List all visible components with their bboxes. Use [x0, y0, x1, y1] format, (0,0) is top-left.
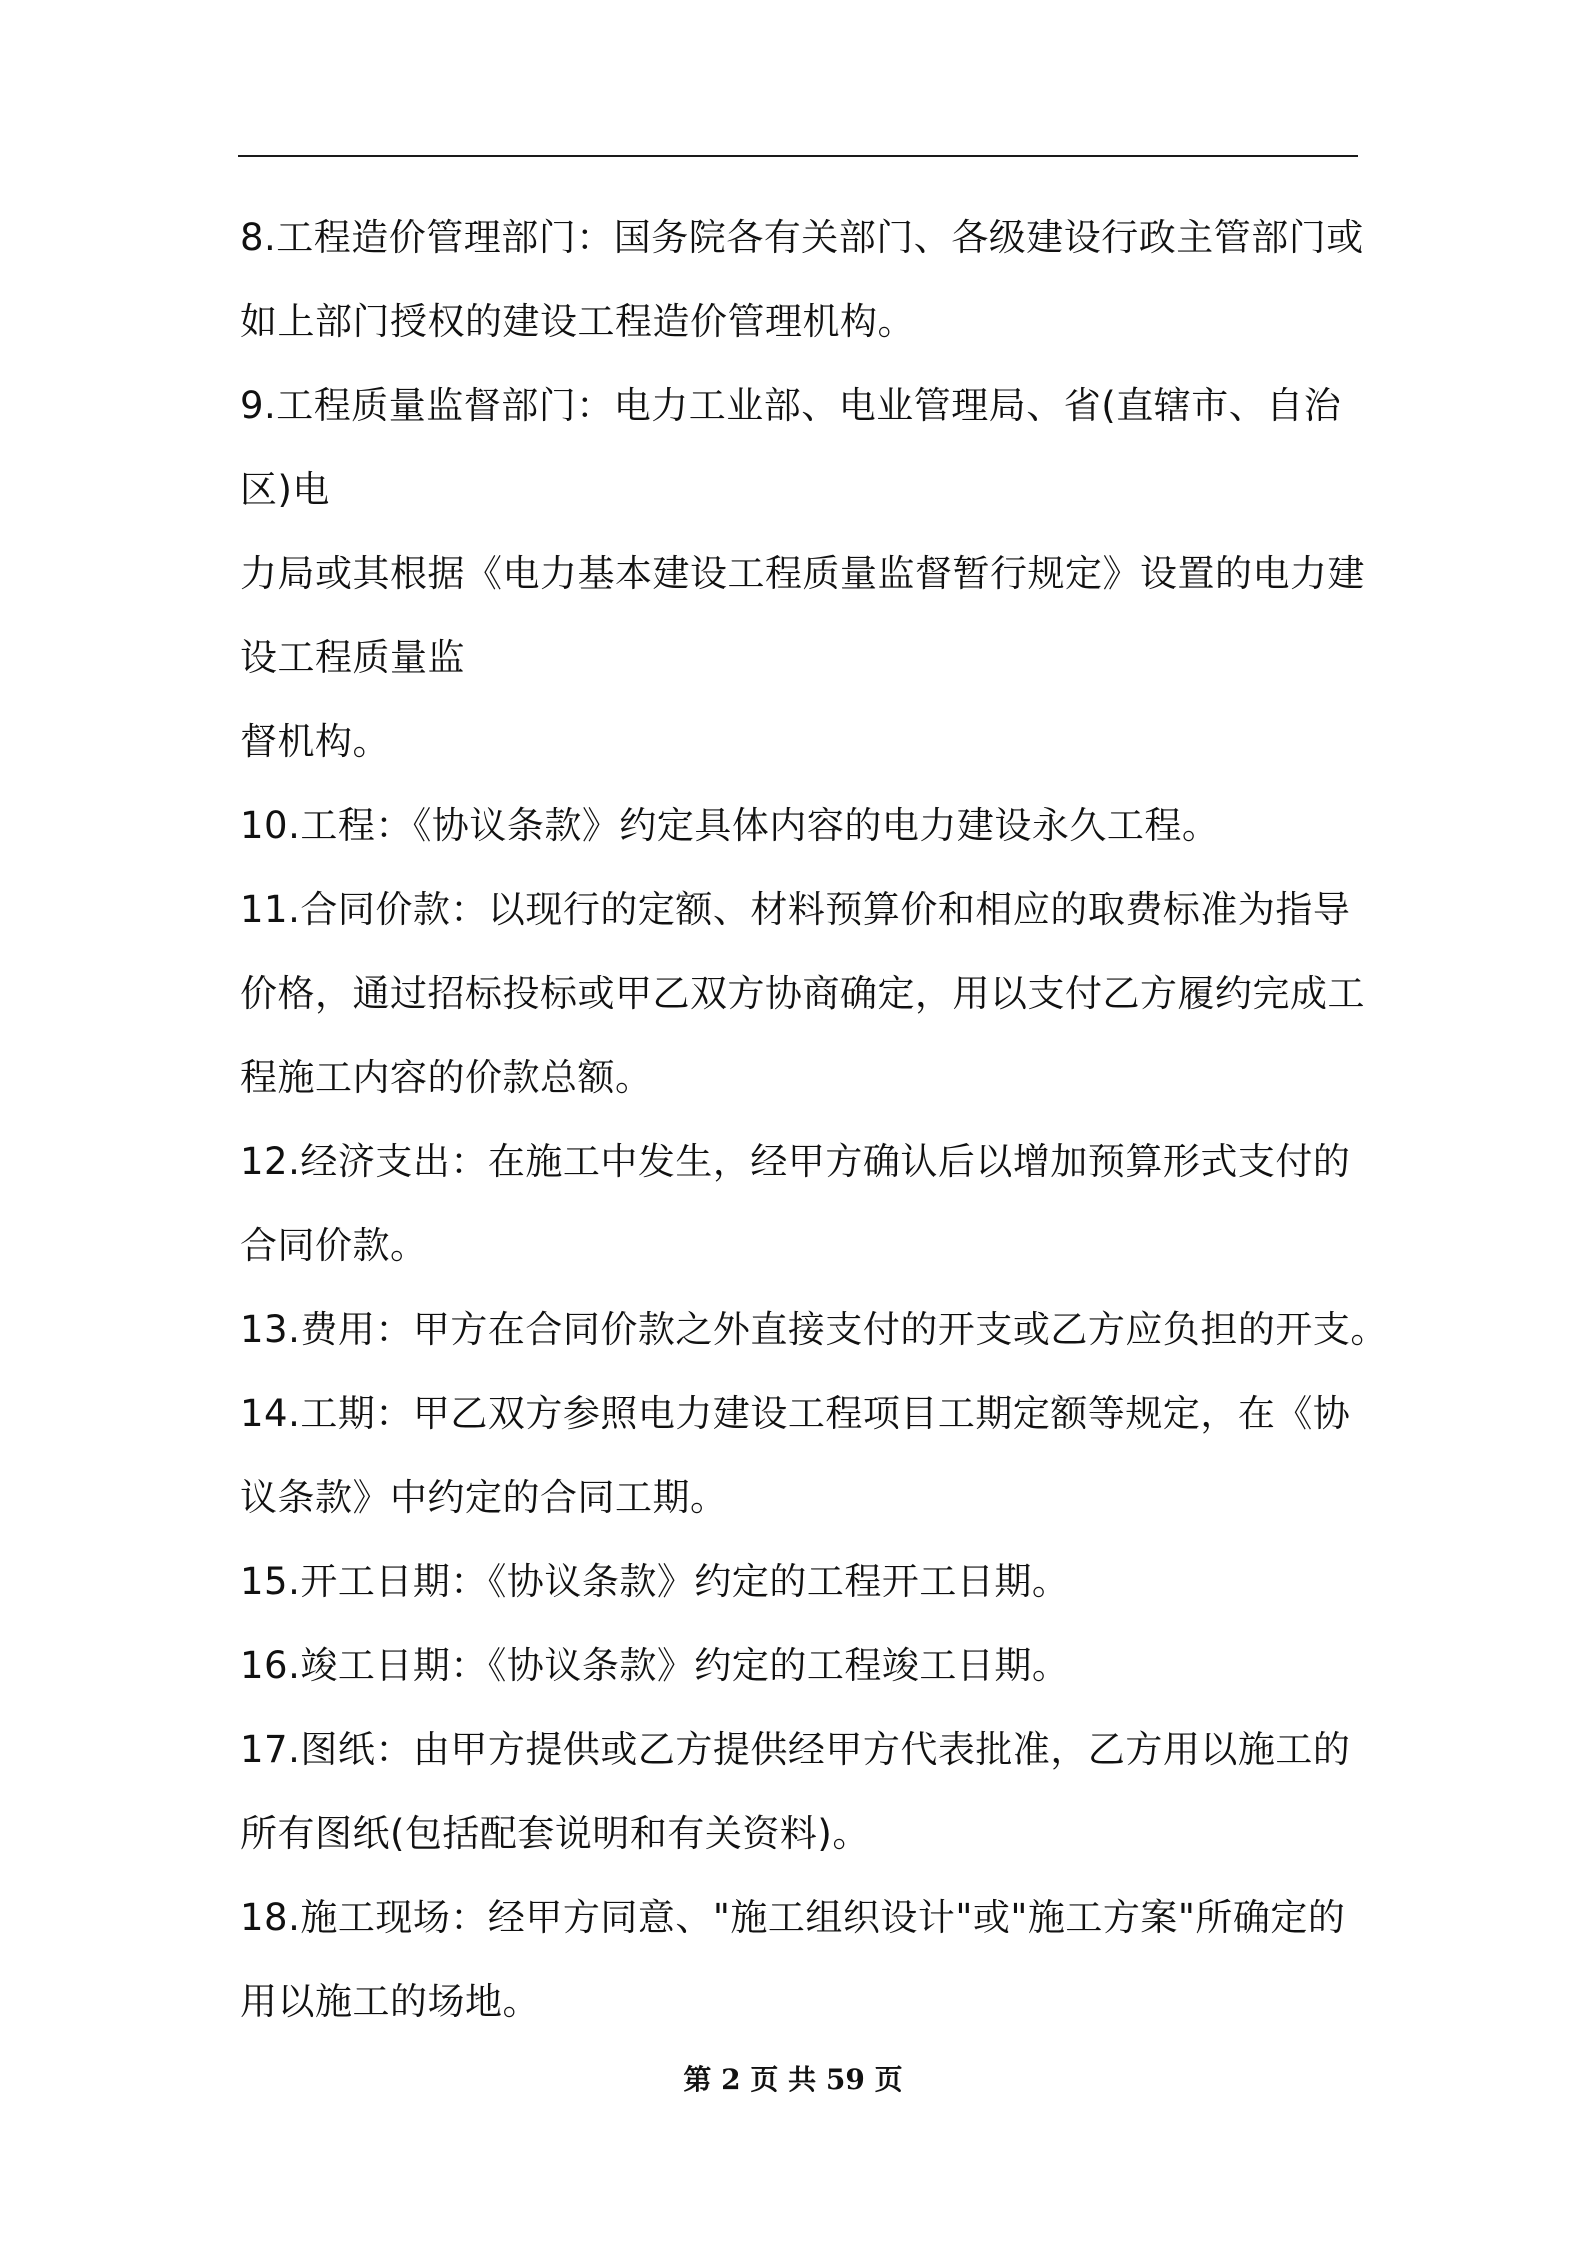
- text-line: 如上部门授权的建设工程造价管理机构。: [240, 300, 915, 343]
- footer-middle: 页 共: [750, 2063, 817, 2096]
- text-line: 13.费用：甲方在合同价款之外直接支付的开支或乙方应负担的开支。: [240, 1308, 1388, 1351]
- text-line: 17.图纸：由甲方提供或乙方提供经甲方代表批准，乙方用以施工的: [240, 1728, 1351, 1771]
- text-line: 议条款》中约定的合同工期。: [240, 1476, 728, 1519]
- text-line: 程施工内容的价款总额。: [240, 1056, 653, 1099]
- text-line: 所有图纸(包括配套说明和有关资料)。: [240, 1812, 870, 1855]
- text-line: 合同价款。: [240, 1224, 428, 1267]
- text-line: 12.经济支出：在施工中发生，经甲方确认后以增加预算形式支付的: [240, 1140, 1351, 1183]
- text-line: 设工程质量监: [240, 636, 465, 679]
- text-line: 14.工期：甲乙双方参照电力建设工程项目工期定额等规定，在《协: [240, 1392, 1351, 1435]
- text-line: 督机构。: [240, 720, 390, 763]
- current-page-number: 2: [721, 2063, 741, 2096]
- text-line: 9.工程质量监督部门：电力工业部、电业管理局、省(直辖市、自治: [240, 384, 1342, 427]
- total-pages-number: 59: [825, 2063, 865, 2096]
- text-line: 16.竣工日期：《协议条款》约定的工程竣工日期。: [240, 1644, 1070, 1687]
- header-rule: [238, 155, 1358, 157]
- footer-suffix: 页: [874, 2063, 903, 2096]
- text-line: 价格，通过招标投标或甲乙双方协商确定，用以支付乙方履约完成工: [240, 972, 1365, 1015]
- text-line: 18.施工现场：经甲方同意、"施工组织设计"或"施工方案"所确定的: [240, 1896, 1346, 1939]
- page-number-footer: [0, 2060, 1586, 2100]
- text-line: 用以施工的场地。: [240, 1980, 540, 2023]
- document-body: [240, 196, 1388, 2044]
- text-line: 区)电: [240, 468, 330, 511]
- footer-prefix: 第: [683, 2063, 712, 2096]
- text-line: 力局或其根据《电力基本建设工程质量监督暂行规定》设置的电力建: [240, 552, 1365, 595]
- text-line: 15.开工日期：《协议条款》约定的工程开工日期。: [240, 1560, 1070, 1603]
- text-line: 11.合同价款：以现行的定额、材料预算价和相应的取费标准为指导: [240, 888, 1351, 931]
- text-line: 10.工程：《协议条款》约定具体内容的电力建设永久工程。: [240, 804, 1220, 847]
- text-line: 8.工程造价管理部门：国务院各有关部门、各级建设行政主管部门或: [240, 216, 1364, 259]
